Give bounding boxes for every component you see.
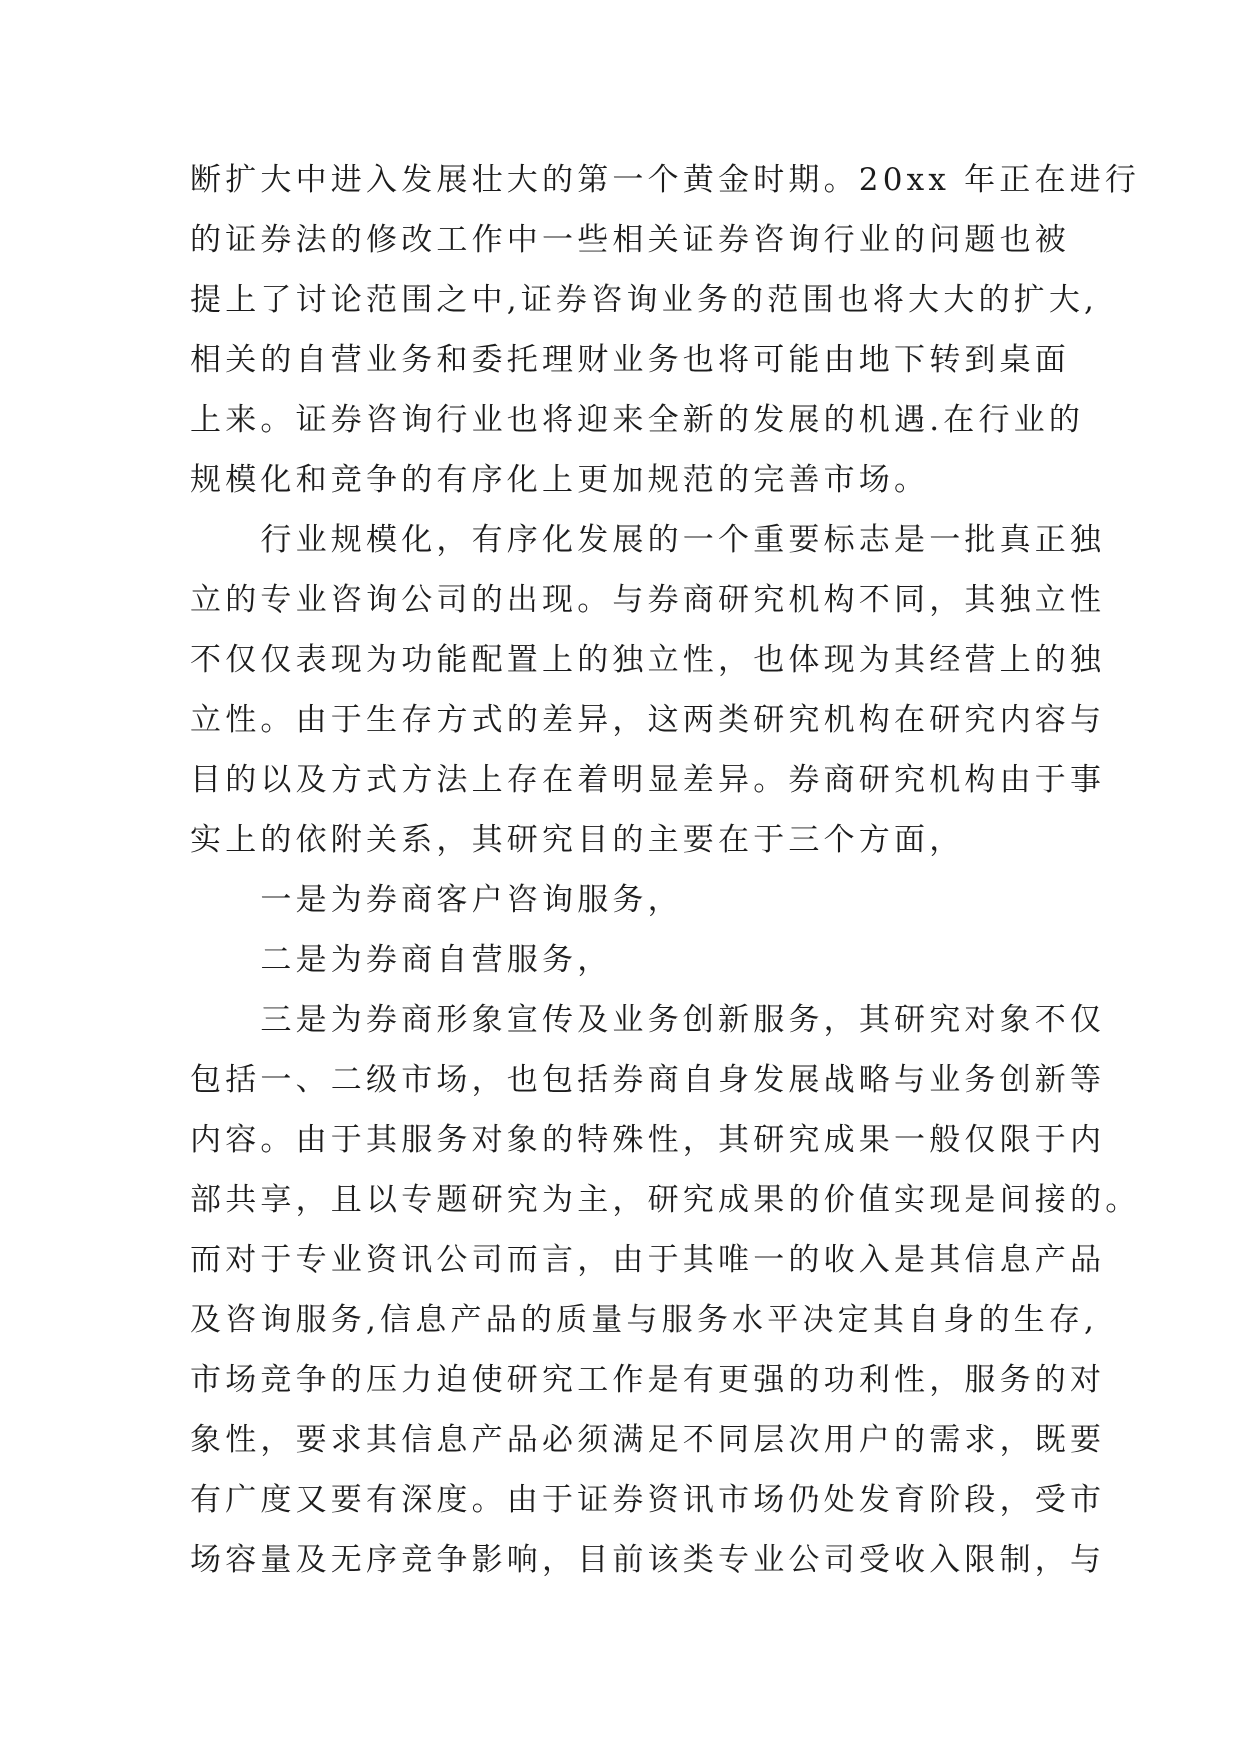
text-line: 实上的依附关系，其研究目的主要在于三个方面， [190,822,965,858]
text-line: 目的以及方式方法上存在着明显差异。券商研究机构由于事 [190,762,1106,798]
text-line: 有广度又要有深度。由于证券资讯市场仍处发育阶段，受市 [190,1482,1106,1518]
text-line: 相关的自营业务和委托理财业务也将可能由地下转到桌面 [190,342,1070,378]
text-line: 二是为券商自营服务， [190,942,613,978]
text-line: 场容量及无序竞争影响，目前该类专业公司受收入限制，与 [190,1542,1106,1578]
text-line: 内容。由于其服务对象的特殊性，其研究成果一般仅限于内 [190,1122,1106,1158]
text-line: 一是为券商客户咨询服务， [190,882,683,918]
text-line: 三是为券商形象宣传及业务创新服务，其研究对象不仅 [190,1002,1106,1038]
text-line: 市场竞争的压力迫使研究工作是有更强的功利性，服务的对 [190,1362,1106,1398]
text-line: 不仅仅表现为功能配置上的独立性，也体现为其经营上的独 [190,642,1106,678]
text-line: 包括一、二级市场，也包括券商自身发展战略与业务创新等 [190,1062,1106,1098]
text-line: 断扩大中进入发展壮大的第一个黄金时期。20xx 年正在进行 [190,162,1141,198]
text-line: 的证券法的修改工作中一些相关证券咨询行业的问题也被 [190,222,1070,258]
text-line: 及咨询服务,信息产品的质量与服务水平决定其自身的生存, [190,1302,1099,1338]
text-line: 部共享，且以专题研究为主，研究成果的价值实现是间接的。 [190,1182,1141,1218]
text-line: 提上了讨论范围之中,证券咨询业务的范围也将大大的扩大, [190,282,1099,318]
text-line: 行业规模化，有序化发展的一个重要标志是一批真正独 [190,522,1106,558]
text-line: 立性。由于生存方式的差异，这两类研究机构在研究内容与 [190,702,1106,738]
text-line: 规模化和竞争的有序化上更加规范的完善市场。 [190,462,930,498]
text-line: 象性，要求其信息产品必须满足不同层次用户的需求，既要 [190,1422,1106,1458]
text-line: 上来。证券咨询行业也将迎来全新的发展的机遇.在行业的 [190,402,1085,438]
text-line: 立的专业咨询公司的出现。与券商研究机构不同，其独立性 [190,582,1106,618]
text-line: 而对于专业资讯公司而言，由于其唯一的收入是其信息产品 [190,1242,1106,1278]
body-text [190,150,1141,1590]
